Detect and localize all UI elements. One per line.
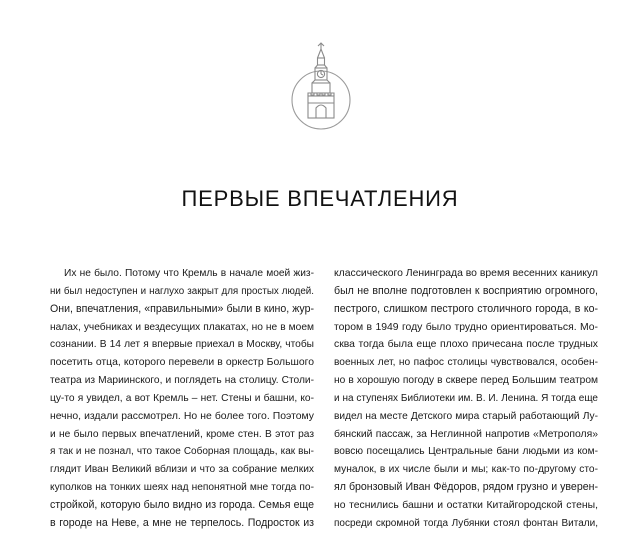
chapter-title: ПЕРВЫЕ ВПЕЧАТЛЕНИЯ xyxy=(181,186,459,211)
kremlin-tower-icon xyxy=(290,42,352,132)
left-text-column xyxy=(50,265,314,533)
text-line: ял бронзовый Иван Фёдоров, рядом грузно и уверен- xyxy=(334,481,598,494)
text-line: но теснились башни и остатки Китайгородской стены, xyxy=(334,499,598,511)
text-line: и на ступенях Библиотеки им. В. И. Ленина. Я тогда еще xyxy=(334,392,598,404)
text-line: сознании. В 14 лет я впервые приехал в Москву, чтобы xyxy=(50,339,314,351)
text-line: налах, учебниках и вездесущих плакатах, но не в моем xyxy=(50,321,314,333)
text-line: Они, впечатления, «правильными» были в кино, жур- xyxy=(50,302,314,315)
text-line: я так и не познал, что такое Соборная площадь, как вы- xyxy=(50,446,314,458)
text-line: но в хорошую погоду в сквере перед Большим театром xyxy=(334,375,598,387)
text-line: муналок, в их числе были и мы; как-то по-другому сто- xyxy=(334,464,598,476)
text-line: был не вполне подготовлен к восприятию огромного, xyxy=(334,284,598,297)
right-text-column xyxy=(334,265,598,533)
text-line: посреди скромной тогда Лубянки стоял фонтан Витали, xyxy=(334,517,598,529)
text-line: классического Ленинграда во время весенних каникул xyxy=(334,268,598,279)
text-line: тором в 1949 году было трудно ориентироваться. Мо- xyxy=(334,321,598,333)
text-line: сква тогда была еще плохо причесана после трудных xyxy=(334,339,598,351)
text-line: бянский пассаж, за Неглинной напротив «Метрополя» xyxy=(334,428,598,440)
text-line: военных лет, но пафос столицы чувствовался, особен- xyxy=(334,357,598,369)
text-line: пестрого, слишком пестрого столичного города, в ко- xyxy=(334,302,598,315)
text-line: вовсю посещались Центральные бани людьми из ком- xyxy=(334,446,598,458)
text-line: стройкой, которую было видно из города. Семья еще xyxy=(50,498,314,511)
text-line: цу-то я увидел, а вот Кремль – нет. Стены и башни, ко- xyxy=(50,392,314,404)
text-line: в городе на Неве, а мне не терпелось. Подросток из xyxy=(50,516,314,529)
text-line: нечно, издали рассмотрел. Но не более того. Поэтому xyxy=(50,410,314,422)
text-line: глядит Иван Великий вблизи и что за собрание мелких xyxy=(50,464,314,476)
text-line: Их не было. Потому что Кремль в начале моей жиз- xyxy=(64,268,314,279)
text-line: куполков на тонких шеях над непонятной мне тогда по- xyxy=(50,482,314,494)
text-line: видел на месте Детского мира старый работающий Лу- xyxy=(334,410,598,422)
text-line: театра из Мариинского, и поглядеть на столицу. Столи- xyxy=(50,375,314,387)
text-line: ни был недоступен и наглухо закрыт для простых людей. xyxy=(50,285,314,297)
text-line: посетить отца, которого перевели в оркестр Большого xyxy=(50,357,314,369)
text-line: и не было первых впечатлений, кроме стен. В этот раз xyxy=(50,428,314,440)
